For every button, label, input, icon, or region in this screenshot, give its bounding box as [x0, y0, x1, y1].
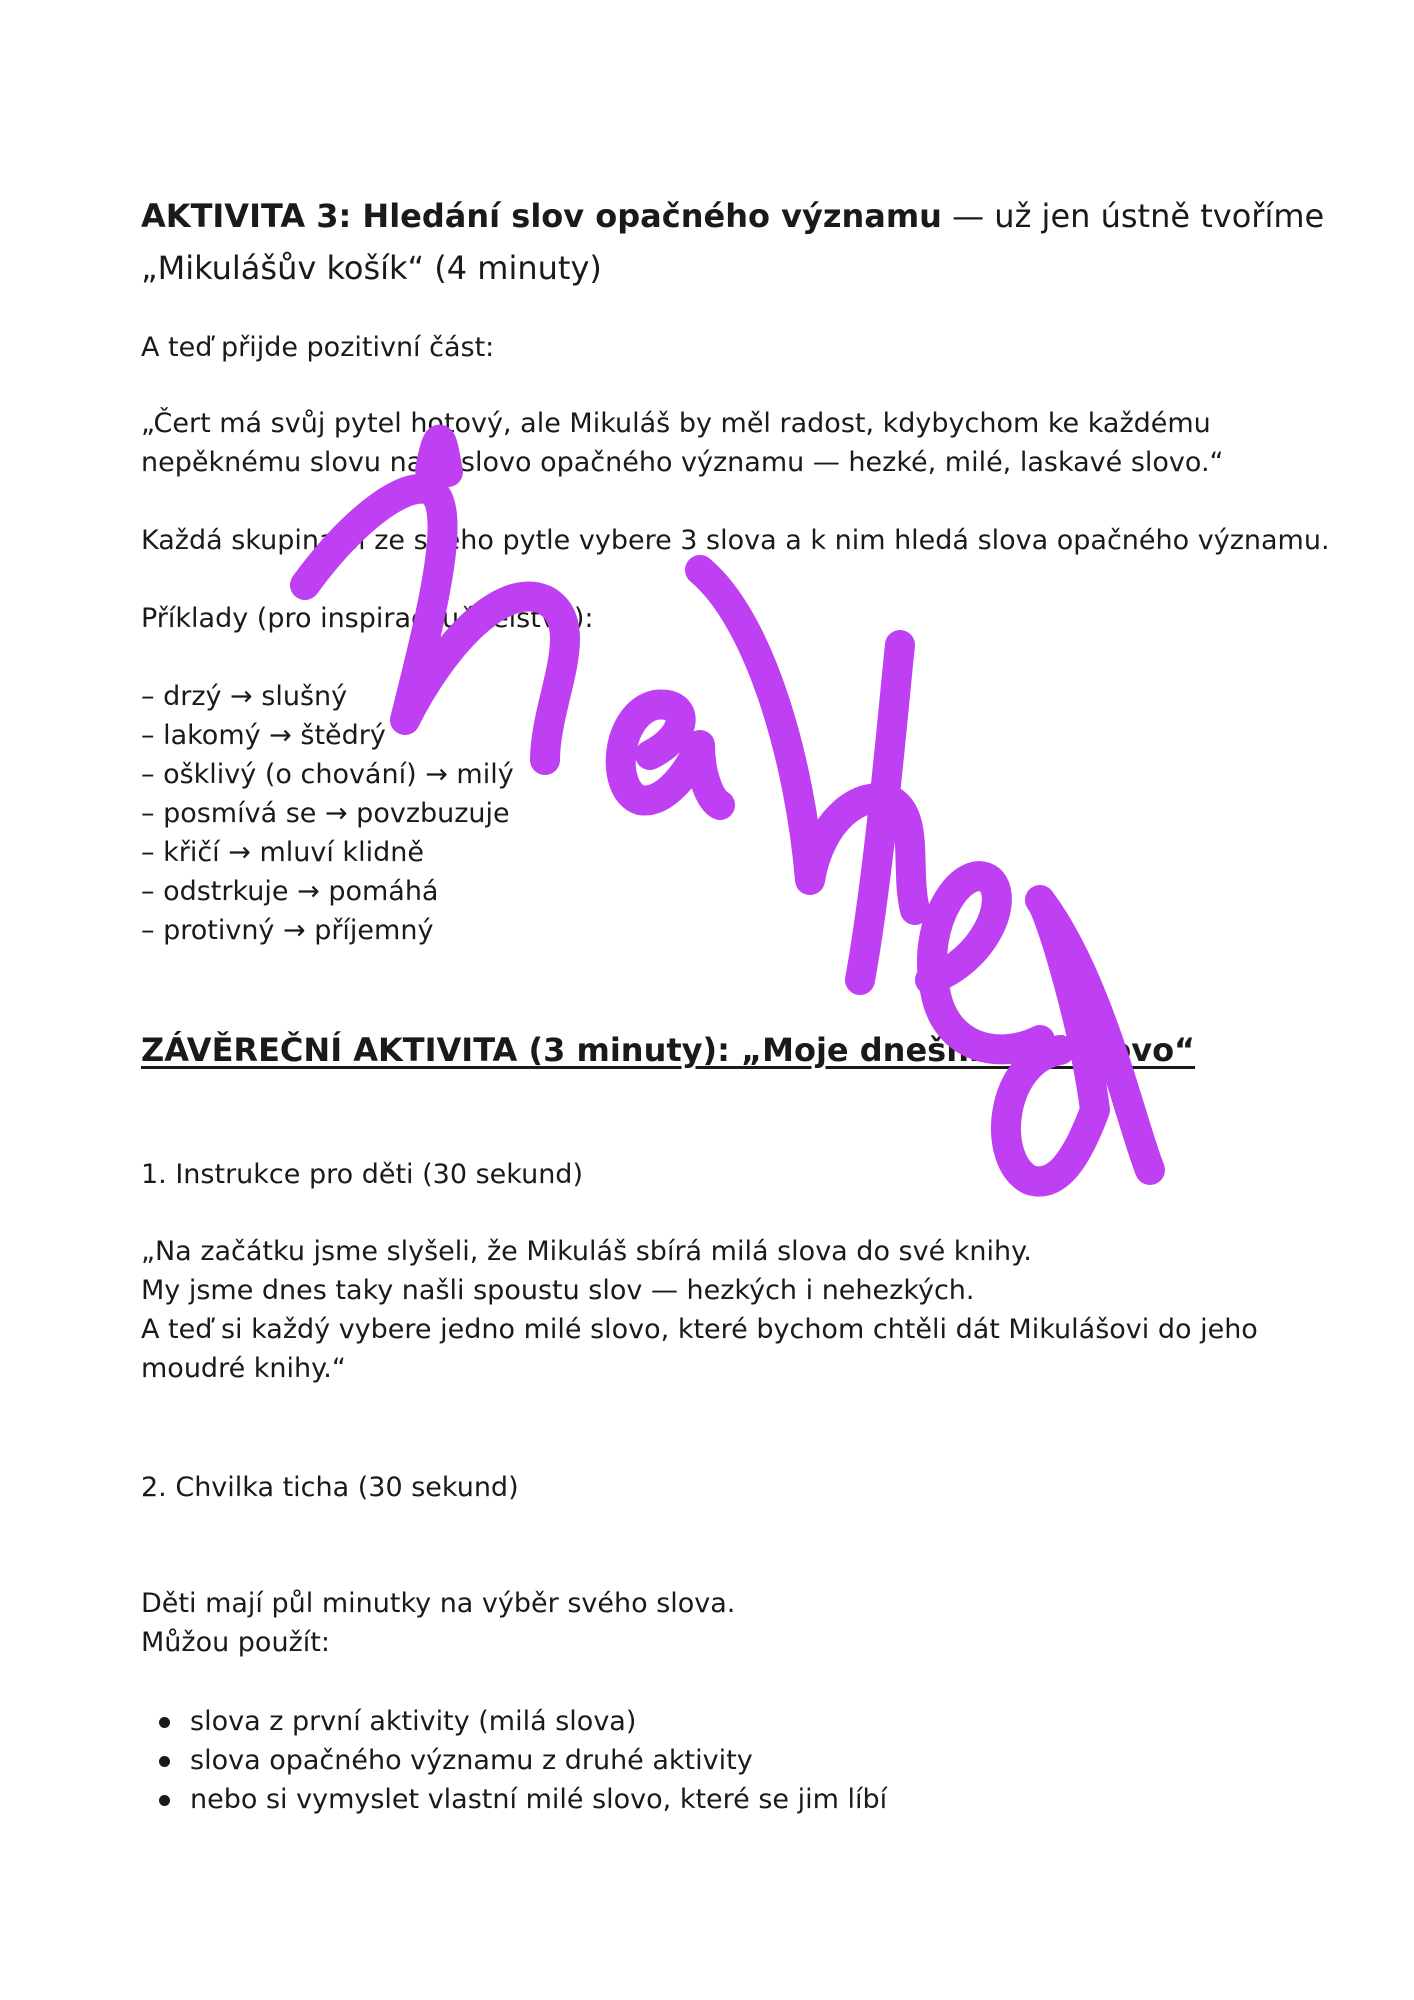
list-item	[141, 1741, 887, 1780]
example-item: – posmívá se → povzbuzuje	[141, 798, 510, 829]
final-activity-title: ZÁVĚREČNÍ AKTIVITA (3 minuty): „Moje dnešní milé slovo“	[141, 1031, 1196, 1069]
list-item	[141, 1702, 887, 1741]
bullet-icon	[159, 1756, 170, 1767]
instruction-line: moudré knihy.“	[141, 1353, 346, 1384]
activity3-intro: A teď přijde pozitivní část:	[141, 332, 495, 363]
quote-line: nepěknému slovu našli slovo opačného významu — hezké, milé, laskavé slovo.“	[141, 447, 1224, 478]
step1-instructions	[141, 1232, 1258, 1388]
activity3-examples-list	[141, 677, 514, 950]
watermark-stroke-h	[700, 570, 915, 910]
step2-title: 2. Chvilka ticha (30 sekund)	[141, 1472, 519, 1503]
step2-text	[141, 1584, 735, 1662]
activity3-title-rest: — už jen ústně tvoříme	[941, 197, 1325, 235]
activity3-task: Každá skupina si ze svého pytle vybere 3 slova a k nim hledá slova opačného významu.	[141, 525, 1330, 556]
instruction-line: A teď si každý vybere jedno milé slovo, které bychom chtěli dát Mikulášovi do jeho	[141, 1314, 1258, 1345]
list-item-text: slova opačného významu z druhé aktivity	[190, 1745, 753, 1776]
example-item: – lakomý → štědrý	[141, 720, 386, 751]
bullet-icon	[159, 1717, 170, 1728]
watermark-stroke-e	[930, 876, 1040, 1049]
bullet-icon	[159, 1795, 170, 1806]
step1-title: 1. Instrukce pro děti (30 sekund)	[141, 1159, 583, 1190]
example-item: – odstrkuje → pomáhá	[141, 876, 439, 907]
example-item: – ošklivý (o chování) → milý	[141, 759, 514, 790]
instruction-line: „Na začátku jsme slyšeli, že Mikuláš sbírá milá slova do své knihy.	[141, 1236, 1032, 1267]
quote-line: „Čert má svůj pytel hotový, ale Mikuláš by měl radost, kdybychom ke každému	[141, 408, 1211, 439]
options-list	[141, 1702, 887, 1819]
example-item: – protivný → příjemný	[141, 915, 434, 946]
activity3-heading	[141, 190, 1324, 294]
watermark-stroke-l	[860, 645, 900, 980]
activity3-title-line2: „Mikulášův košík“ (4 minuty)	[141, 249, 602, 287]
instruction-line: My jsme dnes taky našli spoustu slov — hezkých i nehezkých.	[141, 1275, 975, 1306]
activity3-title-bold: AKTIVITA 3: Hledání slov opačného významu	[141, 197, 942, 235]
step2-line: Můžou použít:	[141, 1627, 330, 1658]
step2-line: Děti mají půl minutky na výběr svého slova.	[141, 1588, 736, 1619]
list-item-text: slova z první aktivity (milá slova)	[190, 1706, 637, 1737]
activity3-quote	[141, 404, 1224, 482]
list-item-text: nebo si vymyslet vlastní milé slovo, které se jim líbí	[190, 1784, 888, 1815]
activity3-examples-label: Příklady (pro inspiraci učitelstvu):	[141, 603, 594, 634]
watermark-stroke-a	[621, 705, 720, 805]
example-item: – křičí → mluví klidně	[141, 837, 424, 868]
example-item: – drzý → slušný	[141, 681, 348, 712]
list-item	[141, 1780, 887, 1819]
